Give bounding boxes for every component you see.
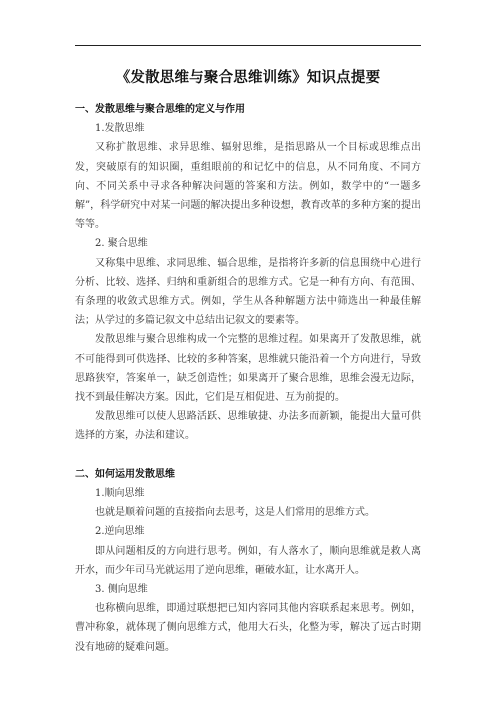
paragraph: 发散思维与聚合思维构成一个完整的思维过程。如果离开了发散思维，就不可能得到可供选择、比较的多种答案，思维就只能沿着一个方向进行，导致思路狭窄，答案单一，缺乏创造性；如果离开了聚合思维，思维会漫无边际，找不到最佳解决方案。因此，它们是互相促进、互为前提的。	[75, 334, 421, 404]
subheading-convergent-thinking: 2. 聚合思维	[95, 238, 148, 250]
document-body	[75, 100, 421, 657]
document-title: 《发散思维与聚合思维训练》知识点提要	[115, 70, 381, 86]
paragraph: 又称扩散思维、求异思维、辐射思维，是指思路从一个目标或思维点出发，突破原有的知识圈，重组眼前的和记忆中的信息，从不同角度、不同方向、不同关系中寻求各种解决问题的答案和方法。例如，数学中的“一题多解”，科学研究中对某一问题的解决提出多种设想，教育改革的多种方案的提出等等。	[75, 142, 421, 231]
paragraph: 也称横向思维，即通过联想把已知内容同其他内容联系起来思考。例如，曹冲称象，就体现了侧向思维方式，他用大石头，化整为零，解决了远古时期没有地磅的疑难问题。	[75, 603, 421, 653]
section-heading: 一、发散思维与聚合思维的定义与作用	[75, 104, 245, 115]
paragraph: 即从问题相反的方向进行思考。例如，有人落水了，顺向思维就是救人离开水，而少年司马光就运用了逆向思维，砸破水缸，让水离开人。	[75, 545, 421, 576]
section-heading: 二、如何运用发散思维	[75, 468, 175, 480]
subheading-forward-thinking: 1.顺向思维	[95, 488, 145, 500]
section-1	[75, 100, 421, 446]
section-2	[75, 465, 421, 657]
subheading-reverse-thinking: 2.逆向思维	[95, 526, 145, 538]
section-spacer	[75, 446, 421, 465]
subheading-lateral-thinking: 3. 侧向思维	[95, 584, 148, 596]
header-rule	[75, 45, 421, 46]
paragraph: 发散思维可以使人思路活跃、思维敏捷、办法多而新颖，能提出大量可供选择的方案，办法和建议。	[75, 411, 421, 442]
subheading-divergent-thinking: 1.发散思维	[95, 123, 145, 135]
paragraph: 又称集中思维、求同思维、辐合思维，是指将许多新的信息围绕中心进行分析、比较、选择、归纳和重新组合的思维方式。它是一种有方向、有范围、有条理的收敛式思维方式。例如，学生从各种解题方法中筛选出一种最佳解法；从学过的多篇记叙文中总结出记叙文的要素等。	[75, 257, 421, 327]
paragraph: 也就是顺着问题的直接指向去思考，这是人们常用的思维方式。	[95, 507, 375, 519]
